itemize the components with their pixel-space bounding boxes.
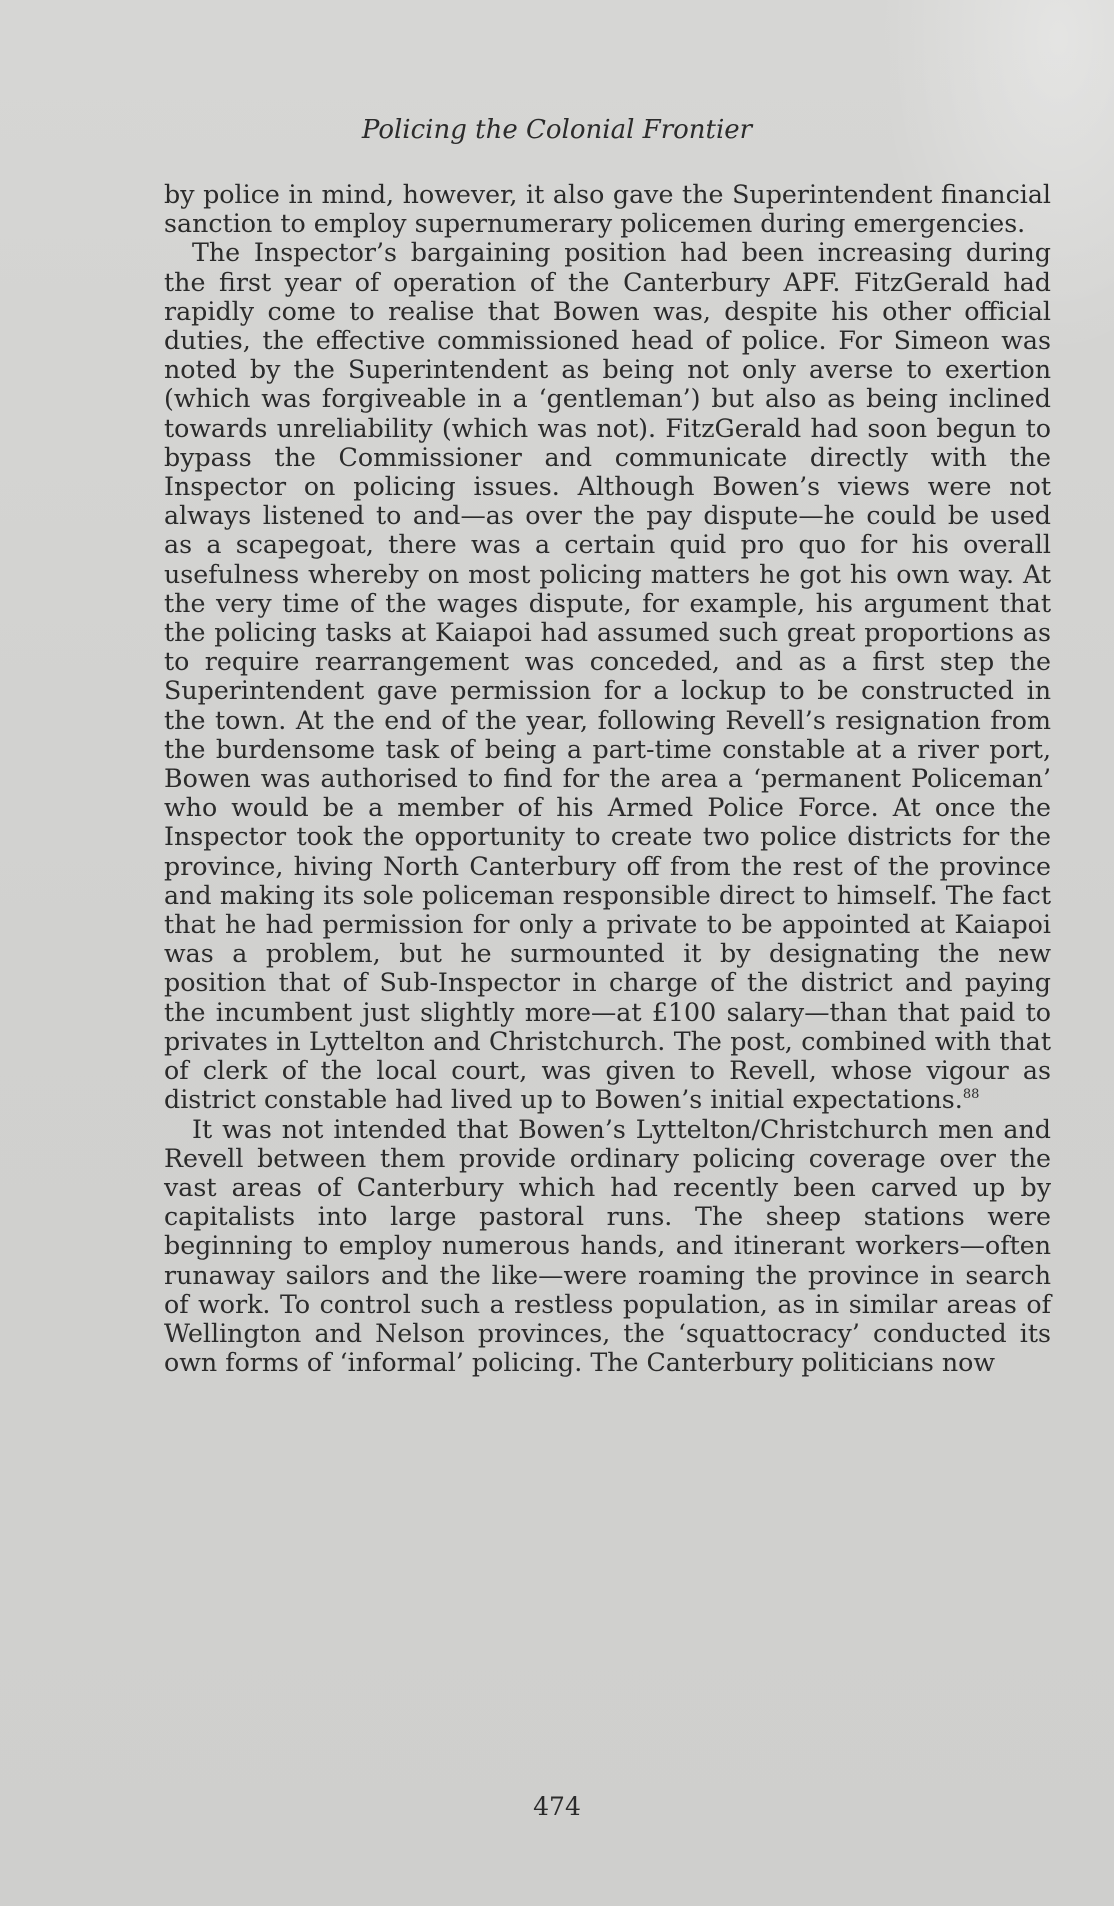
paragraph-1-text: by police in mind, however, it also gave the Superintendent financial sanction to employ supernumerary policemen during emergencies. xyxy=(164,180,1051,239)
footnote-marker: 88 xyxy=(962,1087,980,1103)
paragraph-policing-coverage xyxy=(164,1115,1051,1378)
paragraph-3-text: It was not intended that Bowen’s Lyttelton/Christchurch men and Revell between them provide ordinary policing coverage over the vast areas of Canterbury which had recently been carved up by capitalists into large pastoral runs. The sheep stations were beginning to employ numerous hands, and itinerant workers—often runaway sailors and the like—were roaming the province in search of work. To control such a restless population, as in similar areas of Wellington and Nelson provinces, the ‘squattocracy’ conducted its own forms of ‘informal’ policing. The Canterbury politicians now xyxy=(164,1114,1051,1378)
running-head-title: Policing the Colonial Frontier xyxy=(361,115,753,145)
paragraph-inspector-bargaining xyxy=(164,238,1051,1114)
page-number: 474 xyxy=(533,1792,581,1821)
body-text xyxy=(164,180,1051,1377)
paragraph-continuation xyxy=(164,180,1051,238)
paragraph-2-text: The Inspector’s bargaining position had been increasing during the first year of operation of the Canterbury APF. FitzGerald had rapidly come to realise that Bowen was, despite his other official duties, the effective commissioned head of police. For Simeon was noted by the Superintendent as being not only averse to exertion (which was forgiveable in a ‘gentleman’) but also as being inclined towards unreliability (which was not). FitzGerald had soon begun to bypass the Commissioner and communicate directly with the Inspector on policing issues. Although Bowen’s views were not always listened to and—as over the pay dispute—he could be used as a scapegoat, there was a certain quid pro quo for his overall usefulness whereby on most policing matters he got his own way. At the very time of the wages dispute, for example, his argument that the policing tasks at Kaiapoi had assumed such great proportions as to require rearrangement was conceded, and as a first step the Superintendent gave permission for a lockup to be constructed in the town. At the end of the year, following Revell’s resignation from the burdensome task of being a part-time constable at a river port, Bowen was authorised to find for the area a ‘permanent Policeman’ who would be a member of his Armed Police Force. At once the Inspector took the opportunity to create two police districts for the province, hiving North Canterbury off from the rest of the province and making its sole policeman responsible direct to himself. The fact that he had permission for only a private to be appointed at Kaiapoi was a problem, but he surmounted it by designating the new position that of Sub-Inspector in charge of the district and paying the incumbent just slightly more—at £100 salary—than that paid to privates in Lyttelton and Christchurch. The post, combined with that of clerk of the local court, was given to Revell, whose vigour as district constable had lived up to Bowen’s initial expectations. xyxy=(164,238,1051,1115)
